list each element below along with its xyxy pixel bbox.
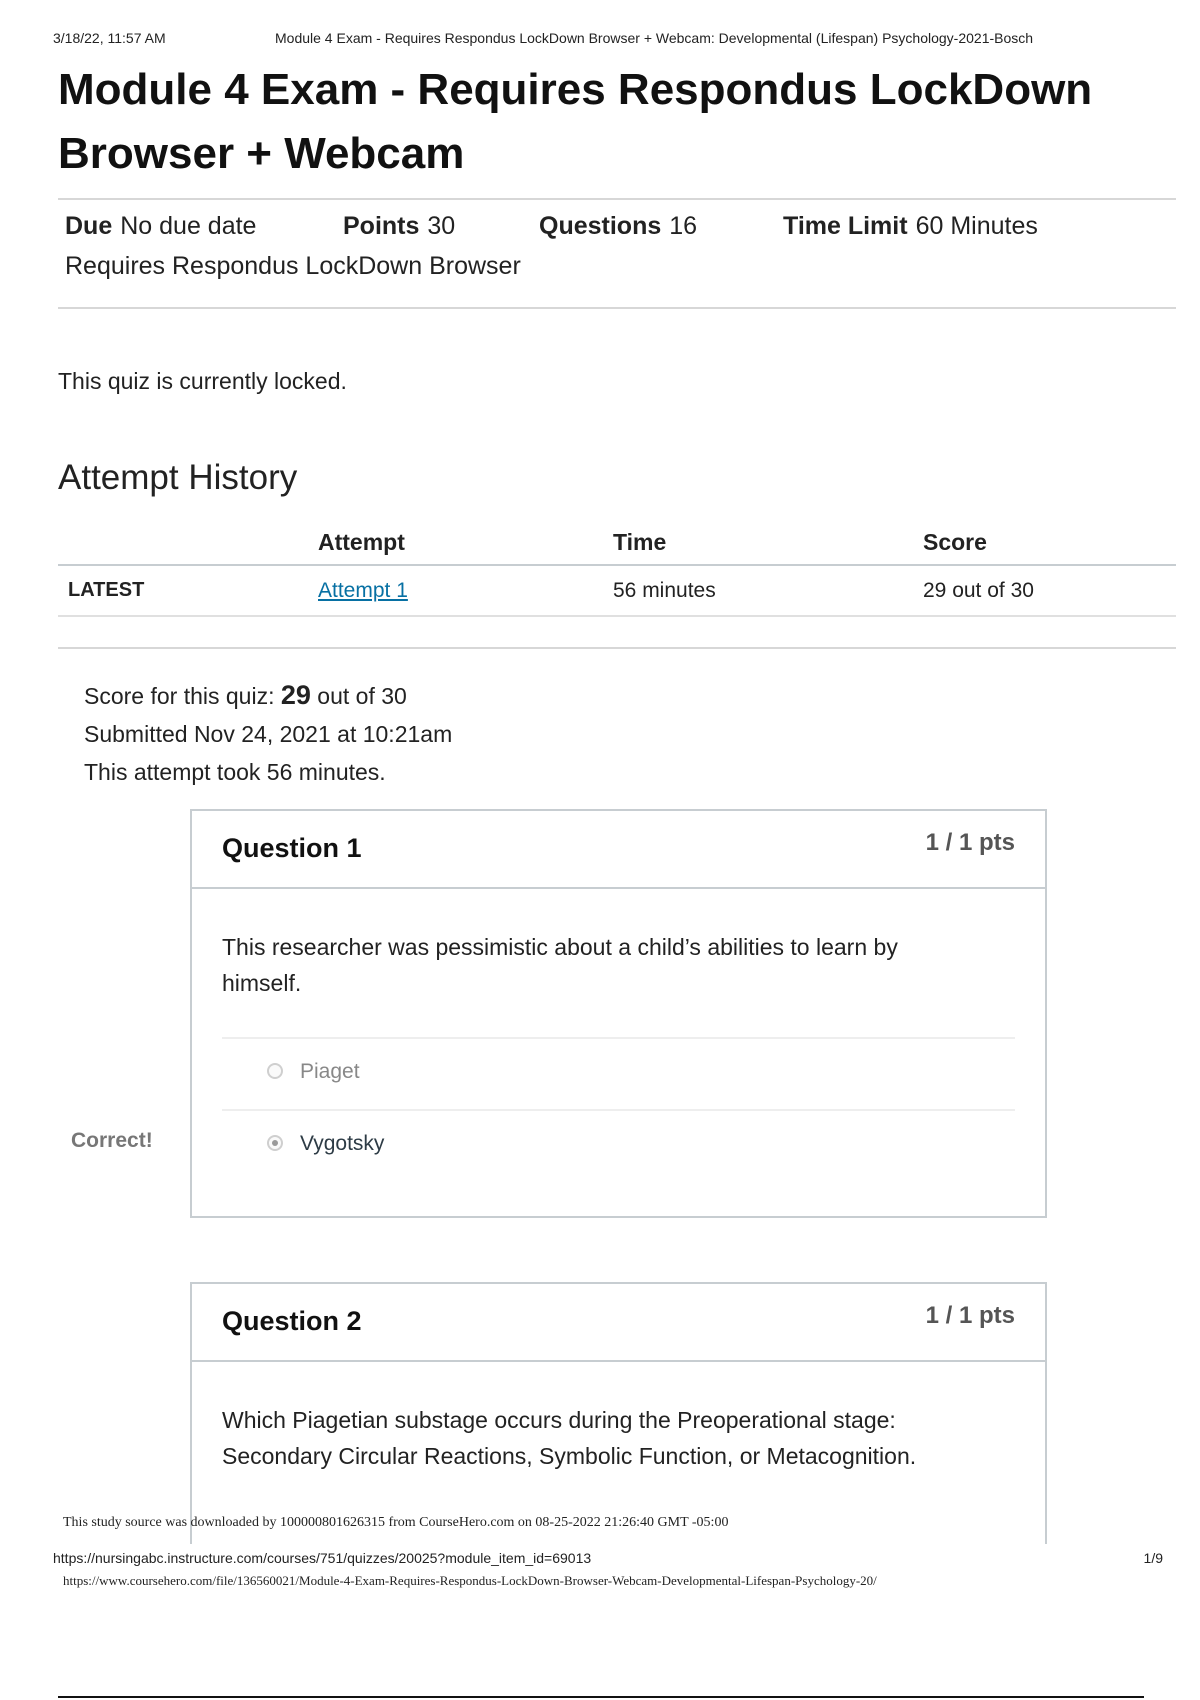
- questions-value: 16: [669, 212, 698, 240]
- quiz-meta: [65, 212, 1165, 281]
- correct-indicator: Correct!: [71, 1129, 153, 1152]
- locked-message: This quiz is currently locked.: [58, 368, 347, 394]
- time-limit: [783, 212, 1038, 241]
- column-header-time: Time: [603, 520, 913, 565]
- table-row: [58, 565, 1176, 616]
- lockdown-requirement: Requires Respondus LockDown Browser: [65, 252, 521, 280]
- points-label: Points: [343, 212, 420, 240]
- coursehero-url: https://www.coursehero.com/file/136560021/Module-4-Exam-Requires-Respondus-LockDown-Browser-Webcam-Developmental-Lifespan-Psychology-20/: [63, 1573, 877, 1588]
- time-cell: 56 minutes: [603, 565, 913, 616]
- print-datetime: 3/18/22, 11:57 AM: [53, 30, 166, 46]
- question-points: 1 / 1 pts: [925, 1302, 1015, 1329]
- points: [343, 212, 455, 241]
- questions-label: Questions: [539, 212, 662, 240]
- table-header-row: [58, 520, 1176, 565]
- question-card-1: [190, 809, 1047, 1218]
- answer-option: [222, 1037, 1015, 1109]
- column-header-score: Score: [913, 520, 1176, 565]
- answer-list: [222, 1037, 1015, 1181]
- attempt-history-table: [58, 520, 1176, 617]
- question-text: Which Piagetian substage occurs during the Preoperational stage: Secondary Circular Reactions, Symbolic Function, or Metacognition.: [222, 1407, 917, 1469]
- question-points: 1 / 1 pts: [925, 829, 1015, 856]
- print-document-title: Module 4 Exam - Requires Respondus LockDown Browser + Webcam: Developmental (Lifespan) Psychology-2021-Bosch: [275, 30, 1034, 46]
- attempt-cell: [308, 565, 603, 616]
- divider: [58, 198, 1176, 200]
- divider: [58, 307, 1176, 309]
- source-note: This study source was downloaded by 100000801626315 from CourseHero.com on 08-25-2022 21:26:40 GMT -05:00: [63, 1515, 729, 1530]
- question-title: Question 1: [222, 833, 362, 863]
- page-title: Module 4 Exam - Requires Respondus LockDown Browser + Webcam: [58, 65, 1093, 178]
- score-suffix: out of 30: [317, 683, 407, 709]
- attempt-duration: This attempt took 56 minutes.: [84, 759, 386, 785]
- attempt-history-heading: Attempt History: [58, 458, 298, 497]
- question-header: [192, 811, 1045, 889]
- answer-label: Piaget: [300, 1060, 360, 1083]
- due-date: [65, 212, 256, 241]
- question-card-2: [190, 1282, 1047, 1544]
- answer-option-selected: [222, 1109, 1015, 1181]
- answer-label: Vygotsky: [300, 1132, 385, 1155]
- score-prefix: Score for this quiz:: [84, 683, 275, 709]
- radio-button-selected: [267, 1135, 283, 1151]
- quiz-score: [84, 676, 452, 715]
- time-limit-value: 60 Minutes: [915, 212, 1038, 240]
- column-header: [58, 520, 308, 565]
- points-value: 30: [427, 212, 456, 240]
- latest-tag: LATEST: [58, 565, 308, 616]
- radio-button: [267, 1063, 283, 1079]
- divider: [58, 647, 1176, 649]
- due-value: No due date: [120, 212, 257, 240]
- time-limit-label: Time Limit: [783, 212, 908, 240]
- score-value: 29: [280, 680, 311, 710]
- page-number: 1/9: [1143, 1550, 1163, 1566]
- questions-count: [539, 212, 697, 241]
- due-label: Due: [65, 212, 113, 240]
- attempt-1-link[interactable]: Attempt 1: [318, 578, 408, 602]
- question-text: This researcher was pessimistic about a child’s abilities to learn by himself.: [222, 934, 898, 996]
- attempt-summary: [84, 676, 452, 791]
- submitted-time: Submitted Nov 24, 2021 at 10:21am: [84, 721, 453, 747]
- page-url: https://nursingabc.instructure.com/courses/751/quizzes/20025?module_item_id=69013: [53, 1550, 592, 1566]
- score-cell: 29 out of 30: [913, 565, 1176, 616]
- column-header-attempt: Attempt: [308, 520, 603, 565]
- question-title: Question 2: [222, 1306, 362, 1336]
- bottom-divider: [58, 1696, 1144, 1698]
- question-header: [192, 1284, 1045, 1362]
- print-footer: [53, 1550, 1163, 1566]
